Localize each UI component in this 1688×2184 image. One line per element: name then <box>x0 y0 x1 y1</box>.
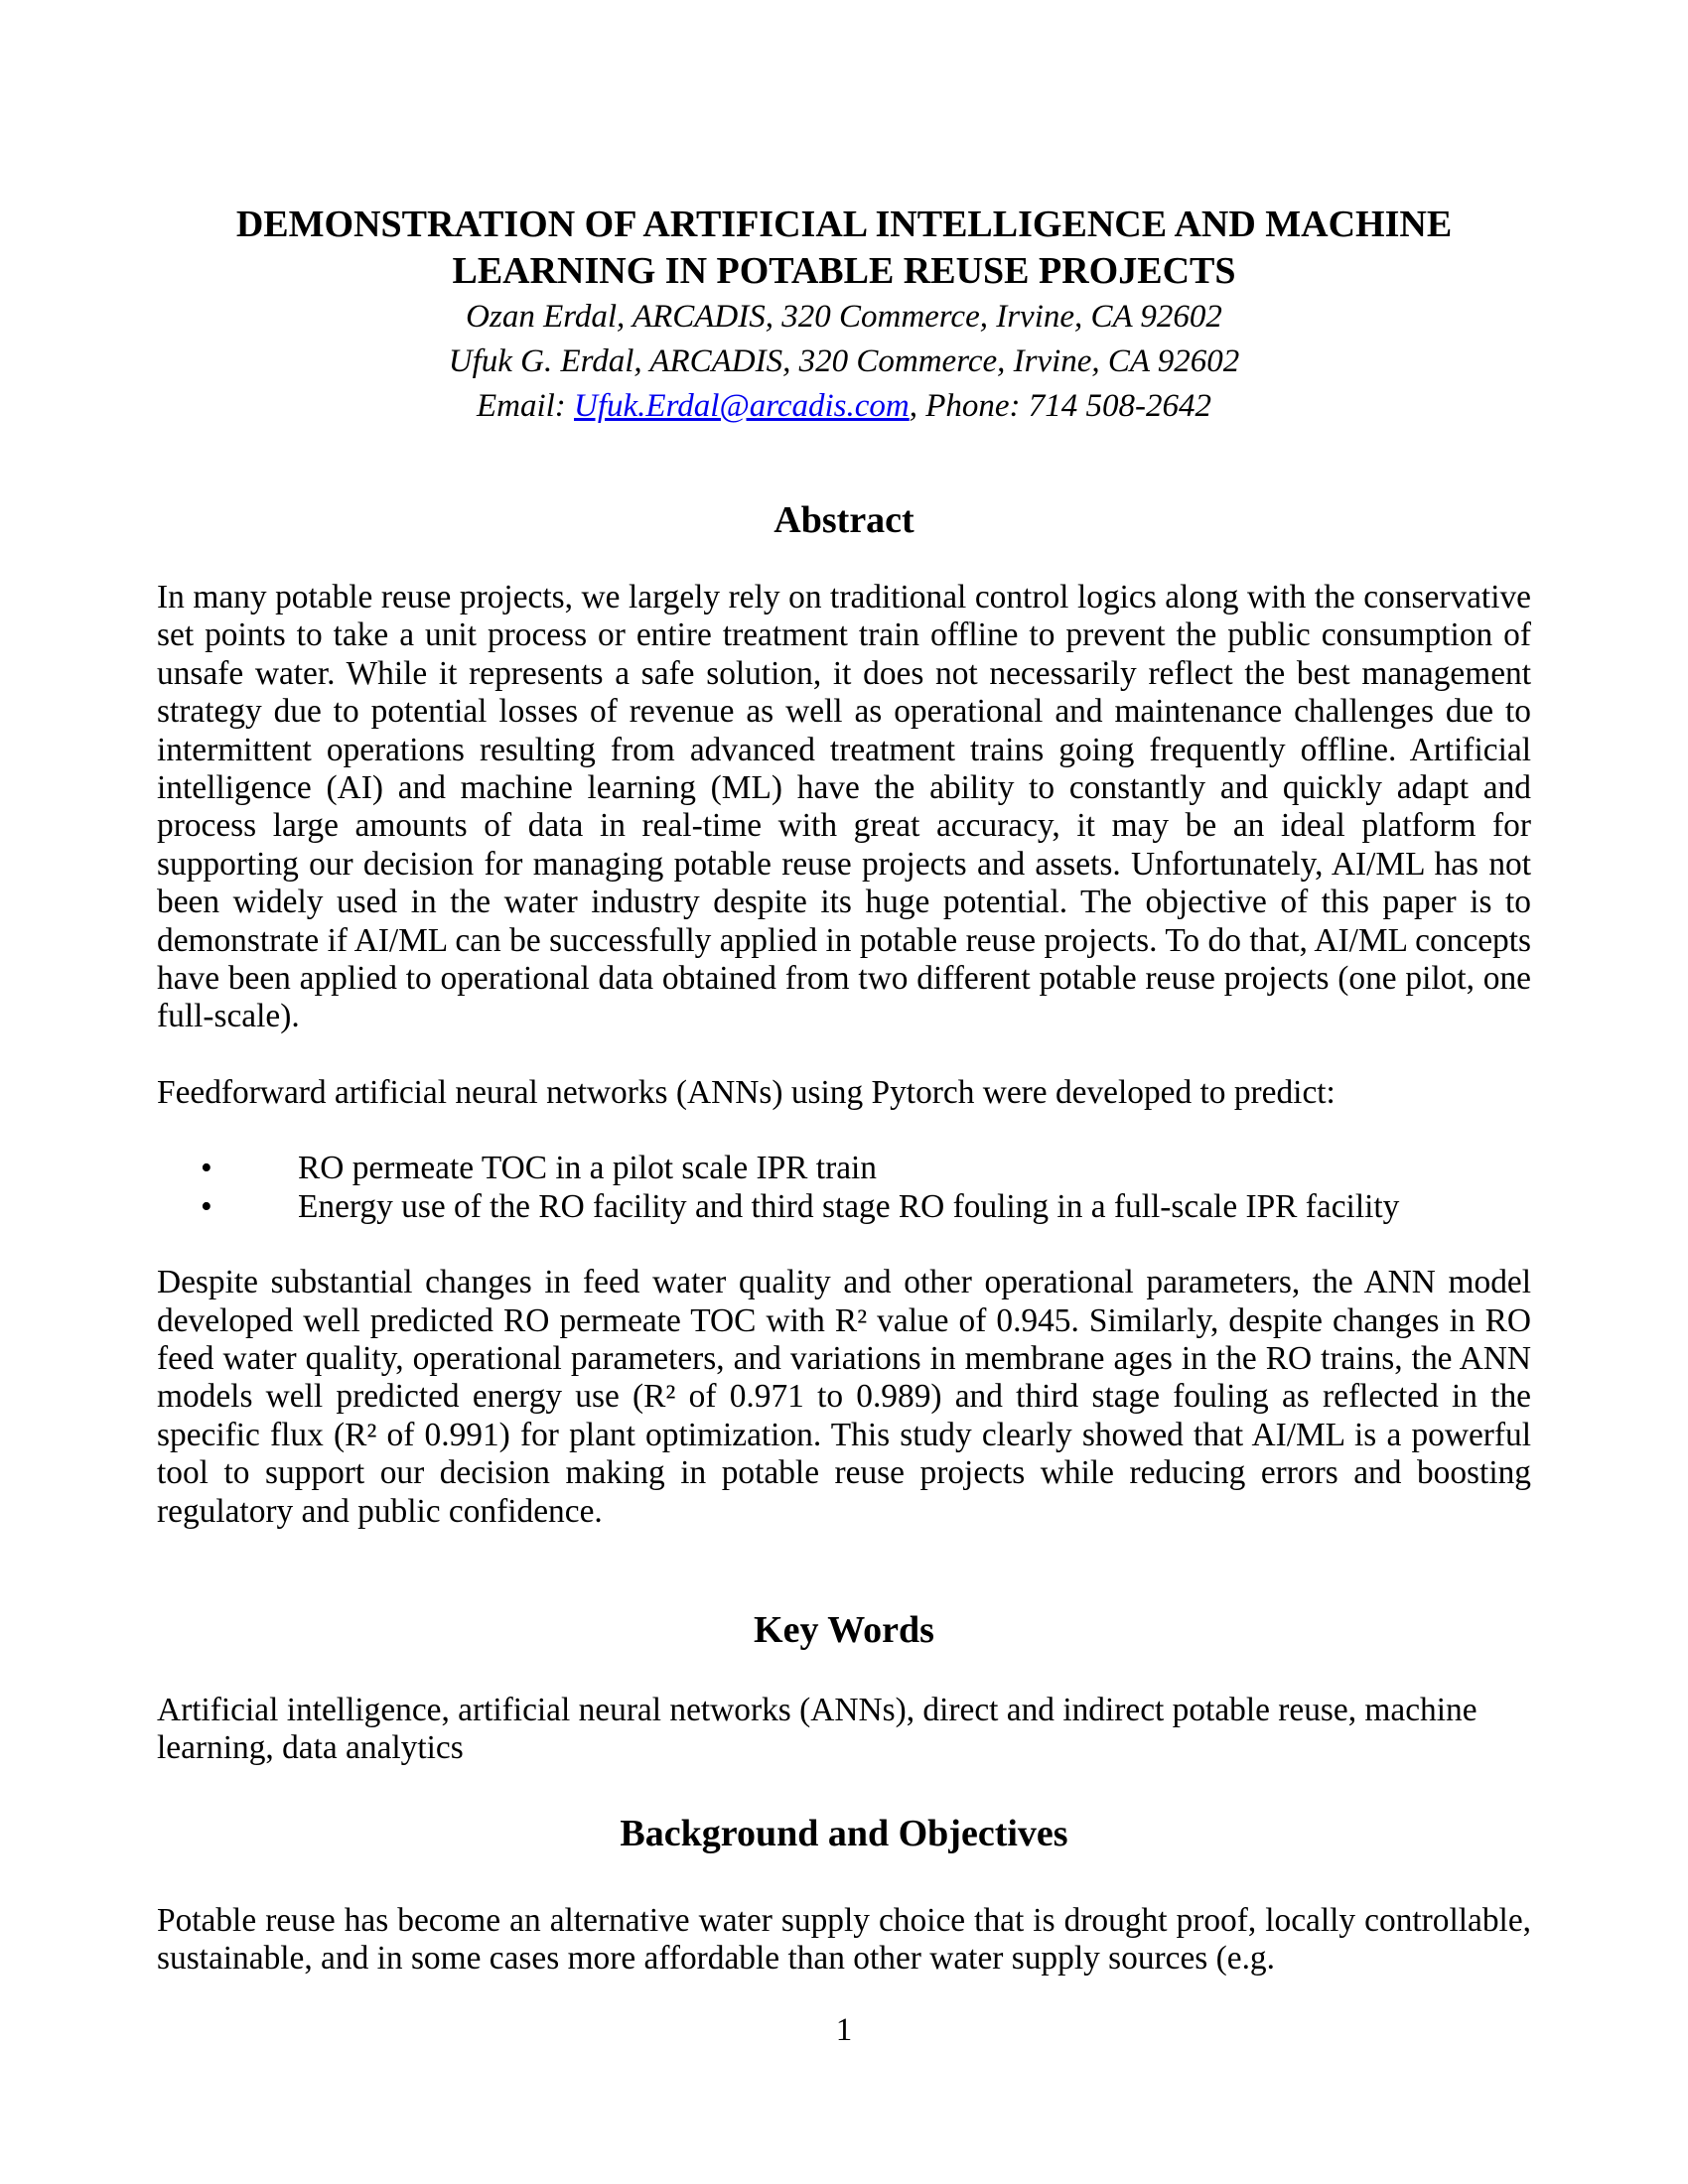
author-line-1: Ozan Erdal, ARCADIS, 320 Commerce, Irvine, CA 92602 <box>466 299 1222 335</box>
contact-line <box>157 384 1531 429</box>
prediction-bullet-list <box>157 1150 1531 1226</box>
email-label: Email: <box>476 388 575 424</box>
abstract-paragraph-1: In many potable reuse projects, we largely rely on traditional control logics along with the conservative set points to take a unit process or entire treatment train offline to prevent the public consumption of unsafe water. While it represents a safe solution, it does not necessarily reflect the best management strategy due to potential losses of revenue as well as operational and maintenance challenges due to intermittent operations resulting from advanced treatment trains going frequently offline. Artificial intelligence (AI) and machine learning (ML) have the ability to constantly and quickly adapt and process large amounts of data in real-time with great accuracy, it may be an ideal platform for supporting our decision for managing potable reuse projects and assets. Unfortunately, AI/ML has not been widely used in the water industry despite its huge potential. The objective of this paper is to demonstrate if AI/ML can be successfully applied in potable reuse projects. To do that, AI/ML concepts have been applied to operational data obtained from two different potable reuse projects (one pilot, one full-scale). <box>157 579 1531 1035</box>
background-heading: Background and Objectives <box>620 1812 1068 1854</box>
abstract-paragraph-3: Despite substantial changes in feed water quality and other operational parameters, the ANN model developed well predicted RO permeate TOC with R² value of 0.945. Similarly, despite changes in RO feed water quality, operational parameters, and variations in membrane ages in the RO trains, the ANN models well predicted energy use (R² of 0.971 to 0.989) and third stage fouling as reflected in the specific flux (R² of 0.991) for plant optimization. This study clearly showed that AI/ML is a powerful tool to support our decision making in potable reuse projects while reducing errors and boosting regulatory and public confidence. <box>157 1264 1531 1530</box>
bullet-icon: • <box>201 1187 212 1225</box>
paper-title: DEMONSTRATION OF ARTIFICIAL INTELLIGENCE AND MACHINE LEARNING IN POTABLE REUSE PROJECTS <box>235 204 1453 292</box>
list-item <box>157 1150 1531 1187</box>
phone-text: , Phone: 714 508-2642 <box>909 388 1212 424</box>
author-block <box>157 295 1531 429</box>
author-line-2: Ufuk G. Erdal, ARCADIS, 320 Commerce, Irvine, CA 92602 <box>448 343 1240 379</box>
bullet-text-2: Energy use of the RO facility and third stage RO fouling in a full-scale IPR facility <box>298 1187 1400 1225</box>
keywords-heading: Key Words <box>754 1608 934 1651</box>
abstract-heading: Abstract <box>774 499 914 541</box>
bullet-text-1: RO permeate TOC in a pilot scale IPR train <box>298 1150 877 1187</box>
page-number: 1 <box>835 2012 853 2048</box>
list-item <box>157 1188 1531 1226</box>
bullet-icon: • <box>201 1150 212 1187</box>
background-paragraph: Potable reuse has become an alternative water supply choice that is drought proof, locally controllable, sustainable, and in some cases more affordable than other water supply sources (e.g. <box>157 1901 1531 1978</box>
abstract-paragraph-2: Feedforward artificial neural networks (ANNs) using Pytorch were developed to predict: <box>157 1073 1336 1111</box>
keywords-text: Artificial intelligence, artificial neural networks (ANNs), direct and indirect potable reuse, machine learning, data analytics <box>157 1691 1477 1767</box>
email-link[interactable]: Ufuk.Erdal@arcadis.com <box>574 388 910 424</box>
